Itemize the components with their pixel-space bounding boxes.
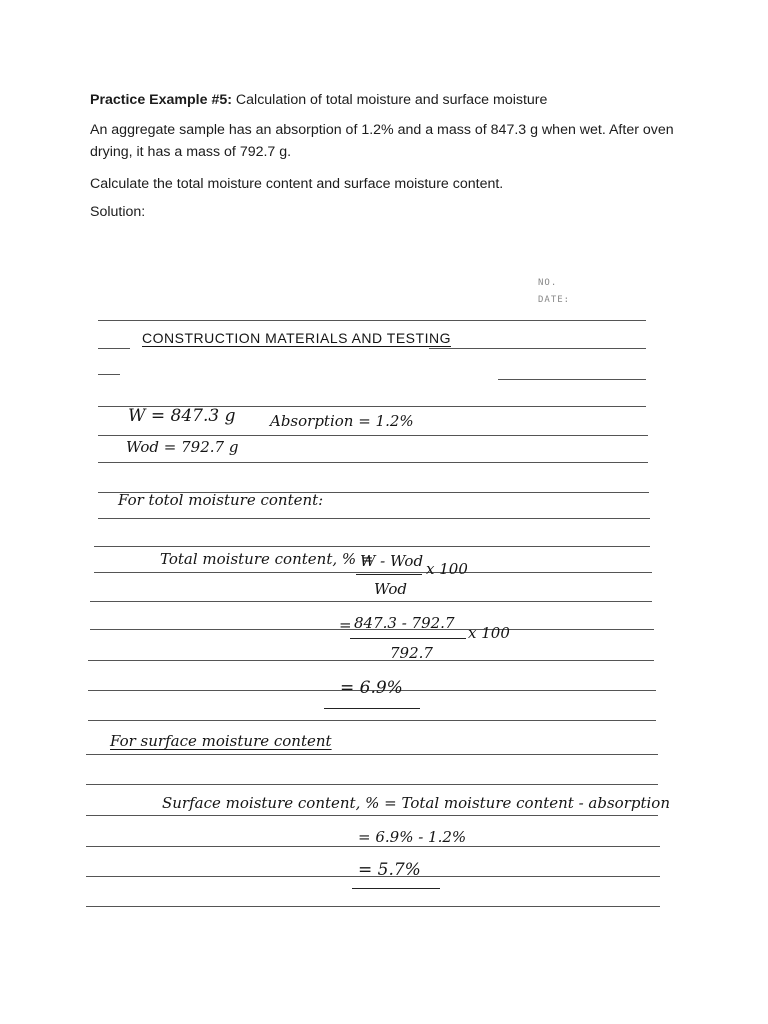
ruled-line (88, 720, 656, 721)
ruled-line (98, 374, 120, 375)
formula-denominator: Wod (374, 580, 408, 598)
ruled-line (86, 906, 660, 907)
given-dry-mass: Wod = 792.7 g (126, 438, 239, 456)
substitution-equals: = (339, 616, 352, 634)
total-moisture-label: Total moisture content, % = (160, 550, 374, 568)
ruled-line (86, 846, 660, 847)
problem-statement: An aggregate sample has an absorption of 1.2% and a mass of 847.3 g when wet. After oven drying, it has a mass of 792.7 g. (90, 122, 674, 160)
ruled-line (88, 660, 654, 661)
ruled-line (86, 815, 658, 816)
result-underline (352, 888, 440, 889)
ruled-line (98, 518, 650, 519)
ruled-line (98, 462, 648, 463)
given-absorption: Absorption = 1.2% (270, 412, 414, 430)
handwritten-solution-image (84, 248, 670, 928)
solution-label: Solution: (90, 204, 146, 220)
surface-moisture-label: Surface moisture content, % = Total moisture content - absorption (162, 794, 670, 812)
substitution-numerator: 847.3 - 792.7 (354, 614, 455, 632)
given-wet-mass: W = 847.3 g (128, 406, 236, 426)
corner-date-label: DATE: (538, 295, 571, 305)
ruled-line (498, 379, 646, 380)
ruled-line (86, 784, 658, 785)
fraction-bar (350, 638, 466, 639)
ruled-line (429, 348, 646, 349)
total-moisture-result: = 6.9% (340, 678, 403, 698)
ruled-line (98, 320, 646, 321)
example-title (90, 89, 710, 111)
ruled-line (98, 435, 648, 436)
substitution-times-100: x 100 (468, 624, 510, 642)
ruled-line (90, 601, 652, 602)
example-title-bold: Practice Example #5: (90, 92, 232, 108)
corner-no-label: NO. (538, 278, 558, 288)
ruled-line (94, 546, 650, 547)
ruled-line (94, 572, 652, 573)
formula-numerator: W - Wod (360, 552, 424, 570)
result-underline (324, 708, 420, 709)
formula-times-100: x 100 (426, 560, 468, 578)
heading-surface-moisture: For surface moisture content (110, 732, 332, 750)
course-title: CONSTRUCTION MATERIALS AND TESTING (142, 330, 451, 346)
surface-moisture-result: = 5.7% (358, 860, 421, 880)
heading-total-moisture: For totol moisture content: (118, 491, 324, 509)
ruled-line (86, 754, 658, 755)
substitution-denominator: 792.7 (390, 644, 433, 662)
surface-substitution: = 6.9% - 1.2% (358, 828, 467, 846)
question-statement: Calculate the total moisture content and surface moisture content. (90, 176, 504, 192)
fraction-bar (356, 574, 422, 575)
example-title-rest: Calculation of total moisture and surface moisture (231, 92, 548, 108)
ruled-line (98, 348, 130, 349)
